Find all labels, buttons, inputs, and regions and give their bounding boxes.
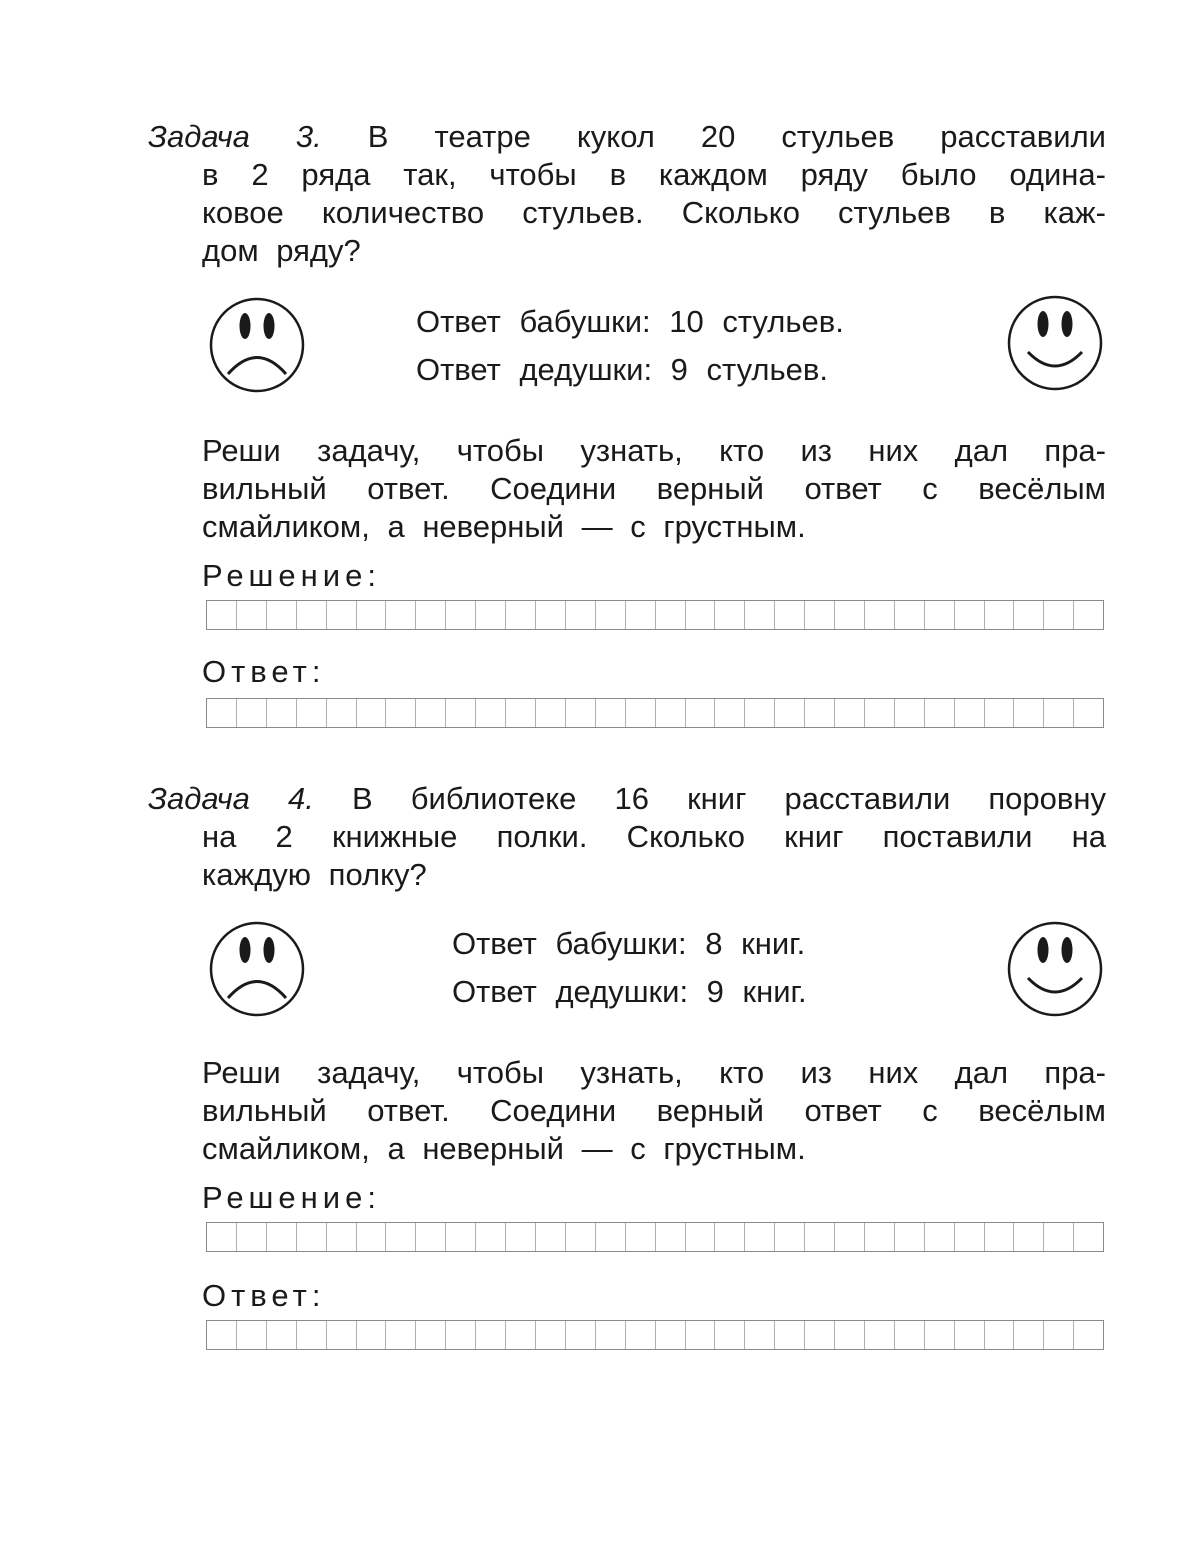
grid-cell[interactable]: [686, 601, 716, 629]
grid-cell[interactable]: [327, 699, 357, 727]
grid-cell[interactable]: [297, 601, 327, 629]
grid-cell[interactable]: [985, 699, 1015, 727]
task-4-line-1: В библиотеке 16 книг расставили поровну: [351, 781, 1106, 816]
grid-cell[interactable]: [386, 601, 416, 629]
grid-cell[interactable]: [925, 1321, 955, 1349]
grid-cell[interactable]: [386, 1321, 416, 1349]
grid-cell[interactable]: [566, 1223, 596, 1251]
grid-cell[interactable]: [566, 1321, 596, 1349]
grid-cell[interactable]: [925, 1223, 955, 1251]
grid-cell[interactable]: [805, 601, 835, 629]
grid-cell[interactable]: [715, 1321, 745, 1349]
grid-cell[interactable]: [1014, 1223, 1044, 1251]
grid-cell[interactable]: [476, 1321, 506, 1349]
grid-cell[interactable]: [715, 1223, 745, 1251]
task-3-instruction-line-1: Реши задачу, чтобы узнать, кто из них дал пра-: [202, 433, 1106, 468]
grid-cell[interactable]: [267, 601, 297, 629]
task-4-answer-grid[interactable]: [206, 1320, 1104, 1350]
task-4-answer-label: Ответ:: [202, 1278, 326, 1313]
grid-cell[interactable]: [327, 1321, 357, 1349]
grid-cell[interactable]: [476, 699, 506, 727]
grid-cell[interactable]: [805, 1223, 835, 1251]
grid-cell[interactable]: [895, 601, 925, 629]
grid-cell[interactable]: [207, 1321, 237, 1349]
grid-cell[interactable]: [357, 1321, 387, 1349]
task-3-answers: [416, 298, 844, 394]
grid-cell[interactable]: [656, 1223, 686, 1251]
grid-cell[interactable]: [895, 1321, 925, 1349]
grid-cell[interactable]: [955, 699, 985, 727]
task-4-line-2: на 2 книжные полки. Сколько книг поставили на: [202, 819, 1106, 854]
grid-cell[interactable]: [1074, 601, 1103, 629]
grid-cell[interactable]: [1074, 699, 1103, 727]
grid-cell[interactable]: [865, 601, 895, 629]
grid-cell[interactable]: [1014, 601, 1044, 629]
grid-cell[interactable]: [835, 1321, 865, 1349]
grid-cell[interactable]: [327, 601, 357, 629]
grid-cell[interactable]: [656, 1321, 686, 1349]
task-4-label: Задача 4.: [148, 781, 314, 816]
grid-cell[interactable]: [895, 699, 925, 727]
grid-cell[interactable]: [1074, 1223, 1103, 1251]
task-4-instruction-line-1: Реши задачу, чтобы узнать, кто из них дал пра-: [202, 1055, 1106, 1090]
grid-cell[interactable]: [715, 699, 745, 727]
grid-cell[interactable]: [955, 601, 985, 629]
grid-cell[interactable]: [1014, 699, 1044, 727]
task-3-statement: [148, 118, 1106, 270]
grid-cell[interactable]: [805, 699, 835, 727]
grid-cell[interactable]: [476, 1223, 506, 1251]
grid-cell[interactable]: [865, 1223, 895, 1251]
grid-cell[interactable]: [386, 1223, 416, 1251]
grid-cell[interactable]: [1014, 1321, 1044, 1349]
grid-cell[interactable]: [775, 601, 805, 629]
task-4-instruction: [202, 1054, 1106, 1168]
grid-cell[interactable]: [506, 699, 536, 727]
grid-cell[interactable]: [596, 699, 626, 727]
grid-cell[interactable]: [237, 1223, 267, 1251]
grid-cell[interactable]: [835, 1223, 865, 1251]
grid-cell[interactable]: [327, 1223, 357, 1251]
task-4-statement: [148, 780, 1106, 894]
grid-cell[interactable]: [297, 699, 327, 727]
grid-cell[interactable]: [985, 1321, 1015, 1349]
grid-cell[interactable]: [686, 699, 716, 727]
grid-cell[interactable]: [536, 601, 566, 629]
grid-cell[interactable]: [267, 1321, 297, 1349]
happy-face-icon[interactable]: [1006, 294, 1104, 392]
grid-cell[interactable]: [865, 1321, 895, 1349]
grid-cell[interactable]: [357, 699, 387, 727]
grid-cell[interactable]: [566, 601, 596, 629]
grid-cell[interactable]: [267, 699, 297, 727]
grid-cell[interactable]: [775, 1223, 805, 1251]
grid-cell[interactable]: [656, 601, 686, 629]
task-4-solution-grid[interactable]: [206, 1222, 1104, 1252]
task-3-line-3: ковое количество стульев. Сколько стульев в каж-: [202, 195, 1106, 230]
task-3-line-1: В театре кукол 20 стульев расставили: [367, 119, 1106, 154]
grid-cell[interactable]: [357, 1223, 387, 1251]
grid-cell[interactable]: [506, 1223, 536, 1251]
grid-cell[interactable]: [446, 601, 476, 629]
grid-cell[interactable]: [536, 1223, 566, 1251]
grid-cell[interactable]: [686, 1223, 716, 1251]
grid-cell[interactable]: [626, 1223, 656, 1251]
grid-cell[interactable]: [865, 699, 895, 727]
sad-face-icon[interactable]: [208, 296, 306, 394]
grid-cell[interactable]: [925, 699, 955, 727]
sad-face-icon[interactable]: [208, 920, 306, 1018]
grid-cell[interactable]: [745, 699, 775, 727]
grid-cell[interactable]: [1074, 1321, 1103, 1349]
grid-cell[interactable]: [835, 601, 865, 629]
grid-cell[interactable]: [446, 1321, 476, 1349]
grid-cell[interactable]: [925, 601, 955, 629]
grid-cell[interactable]: [745, 601, 775, 629]
task-3-instruction: [202, 432, 1106, 546]
grid-cell[interactable]: [416, 601, 446, 629]
grid-cell[interactable]: [955, 1223, 985, 1251]
task-3-answer-label: Ответ:: [202, 654, 326, 689]
grid-cell[interactable]: [656, 699, 686, 727]
grid-cell[interactable]: [536, 699, 566, 727]
grid-cell[interactable]: [715, 601, 745, 629]
task-4-solution-label: Решение:: [202, 1180, 381, 1215]
task-3-grandma-answer[interactable]: Ответ бабушки: 10 стульев.: [416, 304, 844, 339]
grid-cell[interactable]: [237, 699, 267, 727]
happy-face-icon[interactable]: [1006, 920, 1104, 1018]
grid-cell[interactable]: [745, 1223, 775, 1251]
grid-cell[interactable]: [416, 699, 446, 727]
grid-cell[interactable]: [955, 1321, 985, 1349]
grid-cell[interactable]: [1044, 1223, 1074, 1251]
task-4-instruction-line-3: смайликом, а неверный — с грустным.: [202, 1131, 806, 1166]
task-4-grandpa-answer[interactable]: Ответ дедушки: 9 книг.: [452, 974, 807, 1009]
grid-cell[interactable]: [835, 699, 865, 727]
grid-cell[interactable]: [446, 1223, 476, 1251]
task-4-answers: [452, 920, 807, 1016]
task-3-instruction-line-2: вильный ответ. Соедини верный ответ с весёлым: [202, 471, 1106, 506]
grid-cell[interactable]: [476, 601, 506, 629]
grid-cell[interactable]: [985, 1223, 1015, 1251]
task-3-instruction-line-3: смайликом, а неверный — с грустным.: [202, 509, 806, 544]
grid-cell[interactable]: [985, 601, 1015, 629]
grid-cell[interactable]: [207, 601, 237, 629]
grid-cell[interactable]: [775, 1321, 805, 1349]
task-3-label: Задача 3.: [148, 119, 322, 154]
grid-cell[interactable]: [596, 601, 626, 629]
grid-cell[interactable]: [416, 1321, 446, 1349]
grid-cell[interactable]: [626, 1321, 656, 1349]
grid-cell[interactable]: [1044, 699, 1074, 727]
grid-cell[interactable]: [297, 1223, 327, 1251]
grid-cell[interactable]: [506, 1321, 536, 1349]
grid-cell[interactable]: [895, 1223, 925, 1251]
grid-cell[interactable]: [566, 699, 596, 727]
task-4-grandma-answer[interactable]: Ответ бабушки: 8 книг.: [452, 926, 806, 961]
grid-cell[interactable]: [357, 601, 387, 629]
grid-cell[interactable]: [596, 1321, 626, 1349]
grid-cell[interactable]: [596, 1223, 626, 1251]
task-3-solution-label: Решение:: [202, 558, 381, 593]
grid-cell[interactable]: [386, 699, 416, 727]
grid-cell[interactable]: [1044, 601, 1074, 629]
grid-cell[interactable]: [686, 1321, 716, 1349]
task-3-line-2: в 2 ряда так, чтобы в каждом ряду было одина-: [202, 157, 1106, 192]
grid-cell[interactable]: [207, 699, 237, 727]
grid-cell[interactable]: [805, 1321, 835, 1349]
grid-cell[interactable]: [446, 699, 476, 727]
grid-cell[interactable]: [267, 1223, 297, 1251]
grid-cell[interactable]: [237, 1321, 267, 1349]
grid-cell[interactable]: [536, 1321, 566, 1349]
grid-cell[interactable]: [416, 1223, 446, 1251]
task-4-instruction-line-2: вильный ответ. Соедини верный ответ с весёлым: [202, 1093, 1106, 1128]
task-4-line-3: каждую полку?: [202, 857, 427, 892]
task-3-line-4: дом ряду?: [202, 233, 361, 268]
grid-cell[interactable]: [1044, 1321, 1074, 1349]
grid-cell[interactable]: [626, 601, 656, 629]
task-3-solution-grid[interactable]: [206, 600, 1104, 630]
grid-cell[interactable]: [207, 1223, 237, 1251]
task-3-grandpa-answer[interactable]: Ответ дедушки: 9 стульев.: [416, 352, 828, 387]
grid-cell[interactable]: [626, 699, 656, 727]
grid-cell[interactable]: [506, 601, 536, 629]
task-3-answer-grid[interactable]: [206, 698, 1104, 728]
grid-cell[interactable]: [297, 1321, 327, 1349]
grid-cell[interactable]: [237, 601, 267, 629]
grid-cell[interactable]: [775, 699, 805, 727]
grid-cell[interactable]: [745, 1321, 775, 1349]
